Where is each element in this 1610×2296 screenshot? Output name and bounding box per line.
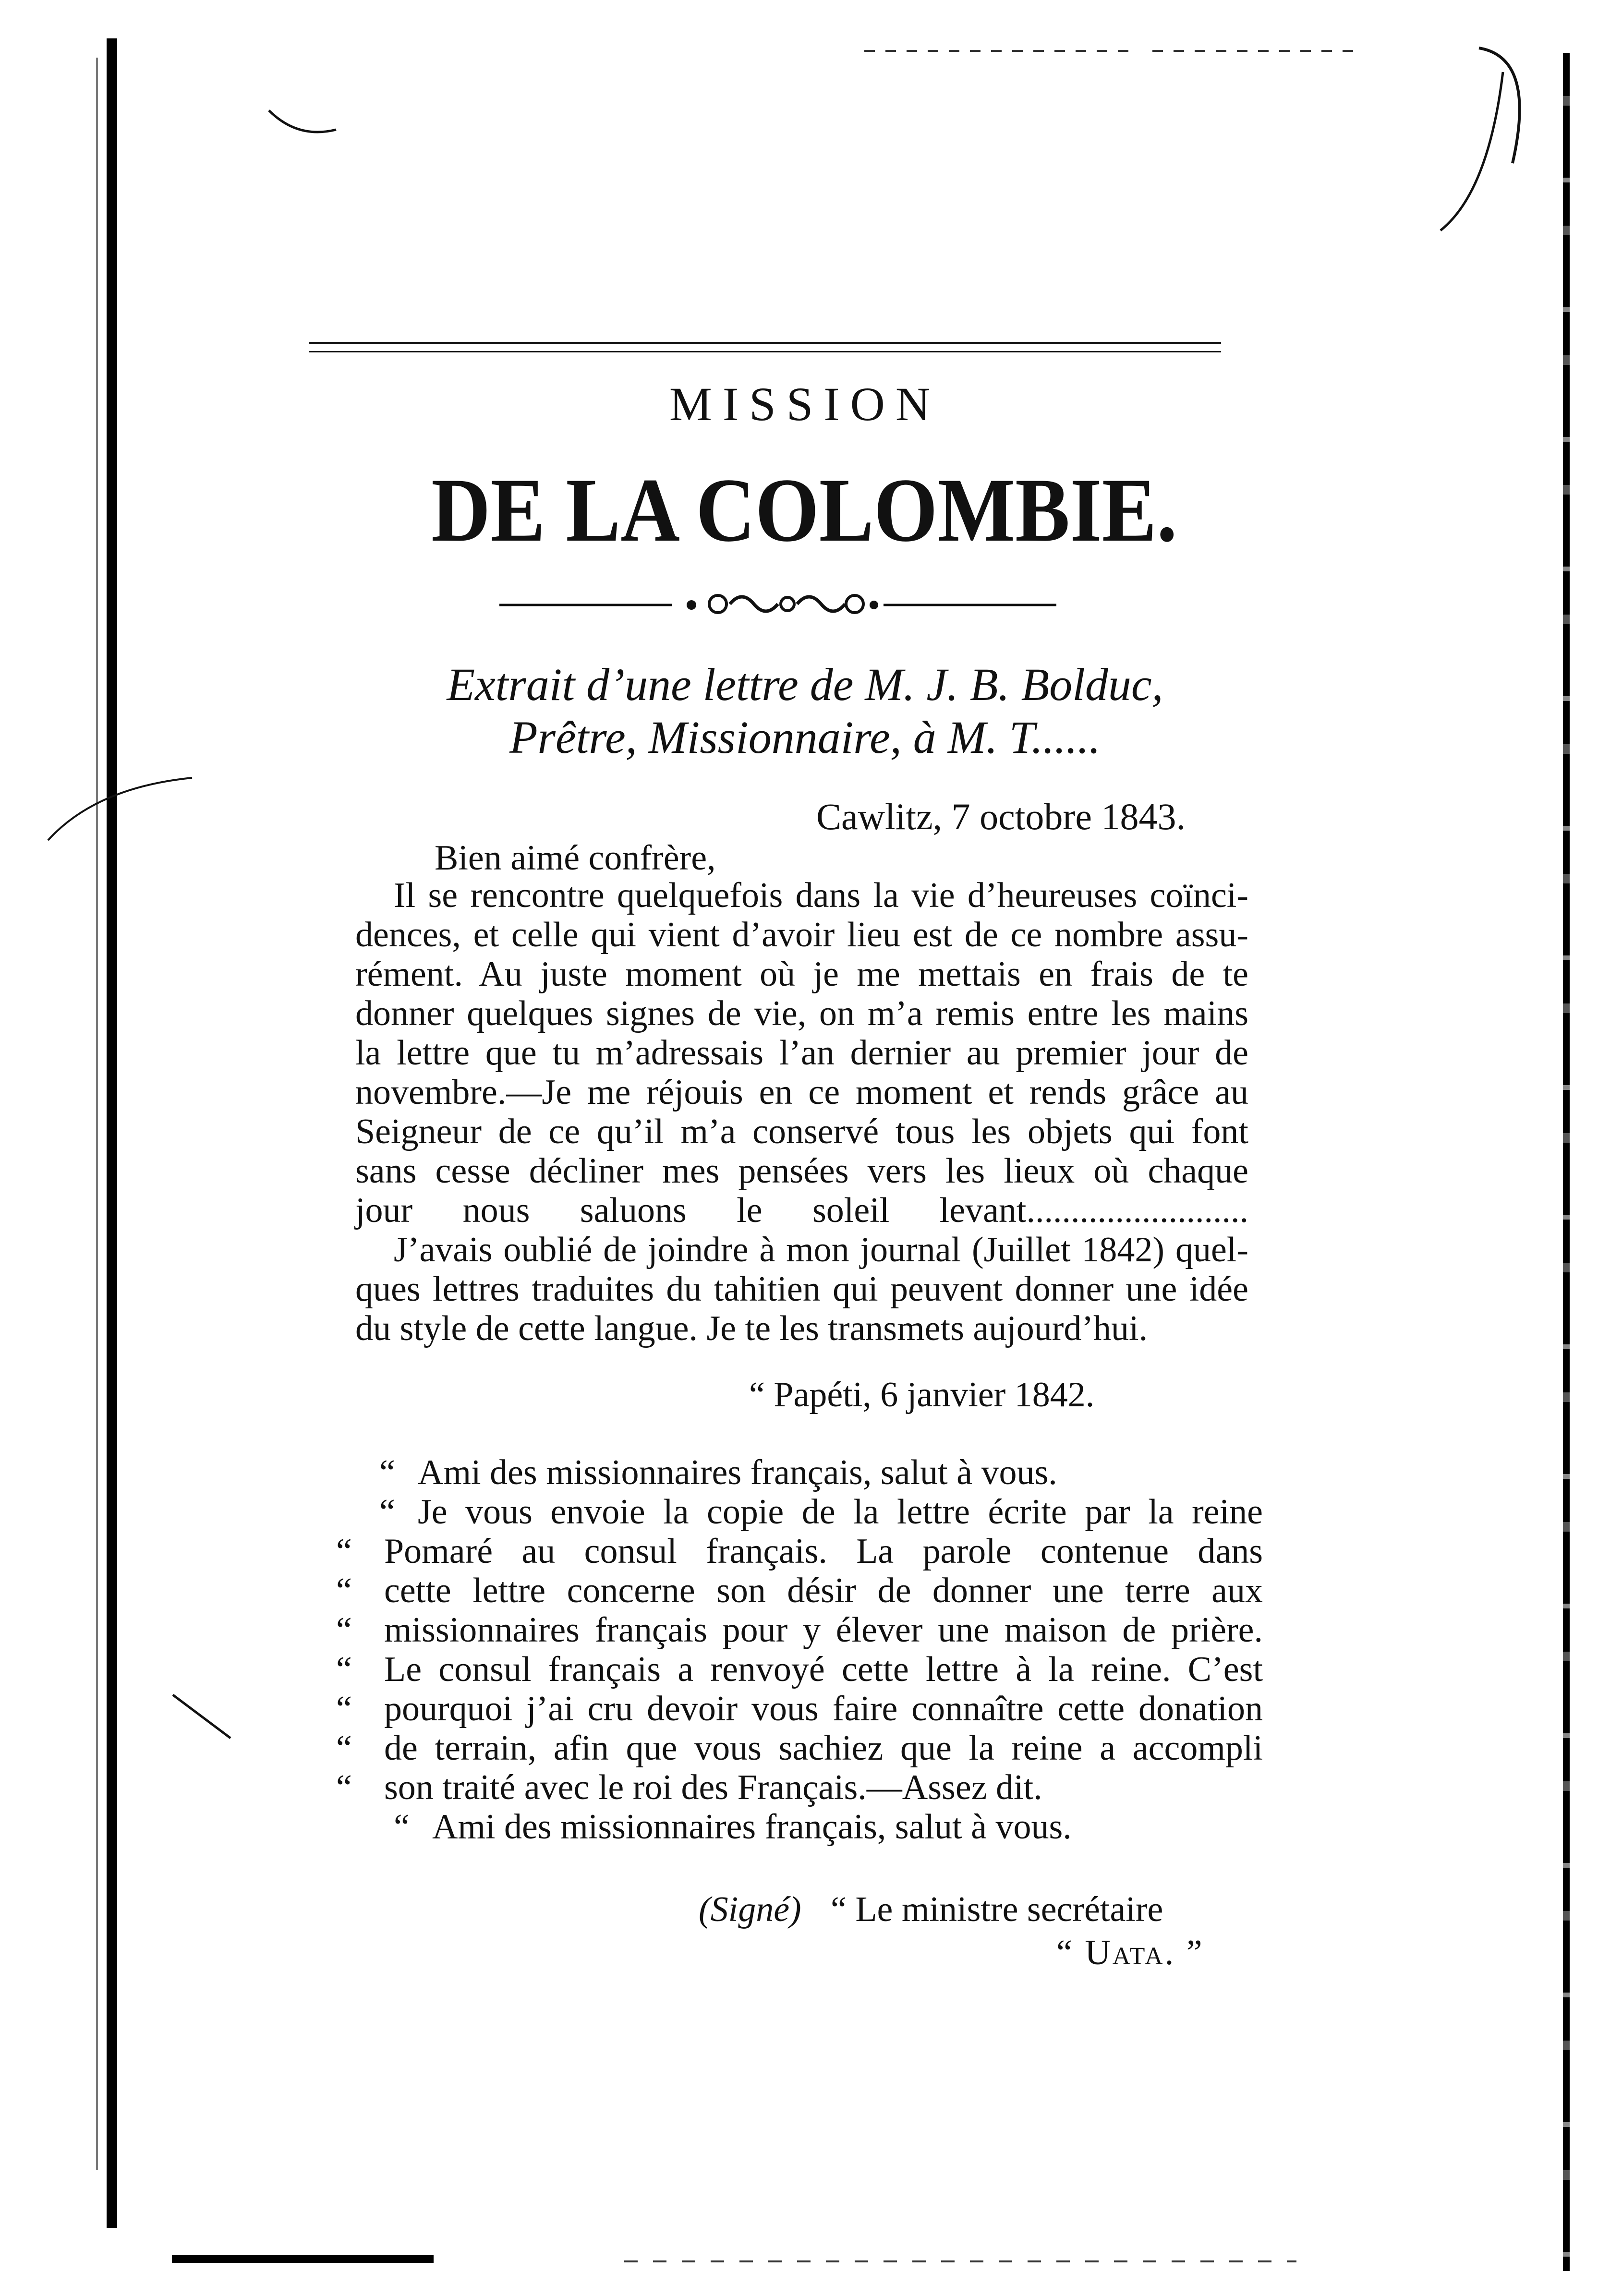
quoted-dateline: “ Papéti, 6 janvier 1842. xyxy=(749,1375,1095,1414)
quoted-line: Le consul français a renvoyé cette lettre à la reine. C’est xyxy=(384,1650,1263,1689)
quoted-line: Ami des missionnaires français, salut à vous. xyxy=(418,1453,1057,1492)
letter-line: rément. Au juste moment où je me mettais en frais de te xyxy=(355,955,1248,994)
letter-line: jour nous saluons le soleil levant......................... xyxy=(355,1191,1248,1230)
letter-line: Il se rencontre quelquefois dans la vie d’heureuses coïnci- xyxy=(394,876,1248,915)
subtitle-line-1: Extrait d’une lettre de M. J. B. Bolduc, xyxy=(447,659,1163,710)
quoted-line: son traité avec le roi des Français.—Assez dit. xyxy=(384,1768,1042,1807)
quote-mark: “ xyxy=(336,1689,352,1728)
quote-mark: “ xyxy=(336,1571,352,1610)
quoted-line: missionnaires français pour y élever une maison de prière. xyxy=(384,1610,1263,1650)
quoted-line: Ami des missionnaires français, salut à vous. xyxy=(432,1807,1072,1847)
quote-mark: “ xyxy=(336,1650,352,1689)
signature-prefix: (Signé) xyxy=(699,1890,801,1929)
letter-line: J’avais oublié de joindre à mon journal (Juillet 1842) quel- xyxy=(394,1230,1248,1269)
letter-line: donner quelques signes de vie, on m’a remis entre les mains xyxy=(355,994,1248,1033)
letter-line: du style de cette langue. Je te les transmets aujourd’hui. xyxy=(355,1309,1148,1348)
quote-mark: “ xyxy=(336,1532,352,1571)
letter-line: novembre.—Je me réjouis en ce moment et rends grâce au xyxy=(355,1073,1248,1112)
quote-mark: “ xyxy=(379,1453,395,1492)
letter-line: ques lettres traduites du tahitien qui peuvent donner une idée xyxy=(355,1269,1248,1309)
letter-line: Seigneur de ce qu’il m’a conservé tous les objets qui font xyxy=(355,1112,1248,1151)
quoted-line: Pomaré au consul français. La parole contenue dans xyxy=(384,1532,1263,1571)
letter-line: la lettre que tu m’adressais l’an dernier au premier jour de xyxy=(355,1033,1248,1073)
quote-mark: “ xyxy=(336,1728,352,1768)
letter-dateline: Cawlitz, 7 octobre 1843. xyxy=(816,796,1186,837)
subtitle-line-2: Prêtre, Missionnaire, à M. T...... xyxy=(509,712,1101,763)
letter-line: dences, et celle qui vient d’avoir lieu est de ce nombre assu- xyxy=(355,915,1248,955)
quote-mark: “ xyxy=(336,1610,352,1650)
letter-salutation: Bien aimé confrère, xyxy=(435,838,716,878)
letter-line: sans cesse décliner mes pensées vers les lieux où chaque xyxy=(355,1151,1248,1191)
quoted-line: pourquoi j’ai cru devoir vous faire connaître cette donation xyxy=(384,1689,1263,1728)
title-colombie: DE LA COLOMBIE. xyxy=(431,460,1177,561)
header-double-rule xyxy=(309,342,1221,352)
signature-line-2: “ Uata. ” xyxy=(1056,1933,1204,1972)
quoted-line: Je vous envoie la copie de la lettre écrite par la reine xyxy=(418,1492,1263,1532)
quote-mark: “ xyxy=(336,1768,352,1807)
quoted-line: de terrain, afin que vous sachiez que la reine a accompli xyxy=(384,1728,1263,1768)
title-ornament-divider xyxy=(499,590,1056,618)
title-mission: MISSION xyxy=(669,377,941,431)
quote-mark: “ xyxy=(379,1492,395,1532)
quote-mark: “ xyxy=(394,1807,410,1847)
quoted-line: cette lettre concerne son désir de donner une terre aux xyxy=(384,1571,1263,1610)
signature-line-1: “ Le ministre secrétaire xyxy=(831,1890,1163,1929)
